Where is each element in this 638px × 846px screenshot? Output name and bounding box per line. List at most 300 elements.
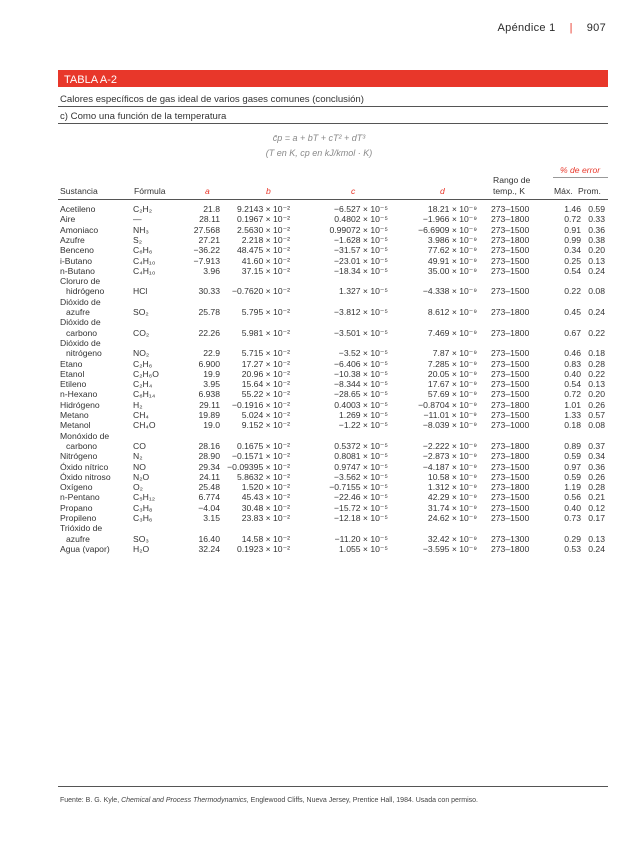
formula-equation: c̄p = a + bT + cT² + dT³ — [272, 133, 366, 143]
substance-name: Oxígeno — [60, 482, 93, 493]
cell-pr: 0.24 — [588, 543, 605, 554]
cell-c: 1.269 × 10⁻⁵ — [339, 410, 388, 420]
cell-pr: 0.26 — [588, 399, 605, 410]
footnote-prefix: Fuente: B. G. Kyle, — [60, 797, 122, 804]
substance-name-cont: carbono — [66, 327, 98, 338]
cell-b: 41.60 × 10⁻² — [241, 255, 290, 266]
cell-b: 48.475 × 10⁻² — [236, 245, 290, 256]
cell-d: 49.91 × 10⁻⁹ — [427, 255, 477, 266]
cell-pr: 0.20 — [588, 245, 605, 256]
cell-r: 273–1800 — [491, 306, 530, 317]
cell-f: C₆H₁₄ — [133, 389, 156, 400]
cell-pr: 0.13 — [588, 255, 605, 266]
cell-r: 273–1500 — [491, 348, 530, 359]
cell-f: NO₂ — [133, 348, 150, 359]
cell-c: −3.501 × 10⁻⁵ — [334, 327, 388, 338]
cell-d: 24.62 × 10⁻⁹ — [427, 513, 477, 523]
table-row — [58, 369, 608, 379]
cell-pr: 0.20 — [588, 389, 605, 400]
cell-r: 273–1800 — [491, 234, 530, 245]
table-row — [58, 492, 608, 502]
col-header-formula: Fórmula — [134, 186, 166, 196]
cell-mx: 0.18 — [564, 420, 581, 431]
cell-b: −0.1571 × 10⁻² — [231, 451, 290, 462]
cell-a: 6.774 — [198, 492, 220, 503]
cell-f: CH₄ — [133, 410, 149, 420]
formula-units: (T en K, cp en kJ/kmol · K) — [265, 148, 373, 158]
substance-name: Metano — [60, 410, 89, 420]
table-caption: Calores específicos de gas ideal de varios gases comunes (conclusión) — [60, 94, 364, 105]
cell-a: 19.9 — [203, 368, 220, 379]
cell-r: 273–1800 — [491, 327, 530, 338]
table-row — [58, 317, 608, 338]
cell-d: 7.87 × 10⁻⁹ — [432, 348, 477, 359]
col-header-d: d — [440, 186, 445, 196]
cell-r: 273–1500 — [491, 265, 530, 276]
cell-c: −22.46 × 10⁻⁵ — [334, 492, 388, 503]
cell-a: −36.22 — [193, 245, 220, 256]
cell-f: CO — [133, 440, 146, 451]
cell-pr: 0.28 — [588, 482, 605, 493]
cell-pr: 0.17 — [588, 513, 605, 523]
cell-pr: 0.13 — [588, 379, 605, 390]
cell-a: 25.78 — [198, 306, 220, 317]
cell-mx: 0.99 — [564, 234, 581, 245]
cell-b: 45.43 × 10⁻² — [241, 492, 290, 503]
cell-d: −4.338 × 10⁻⁹ — [422, 286, 477, 297]
cell-mx: 0.56 — [564, 492, 581, 503]
cell-r: 273–1500 — [491, 245, 530, 256]
cell-b: 5.024 × 10⁻² — [241, 410, 290, 420]
col-header-sustancia: Sustancia — [60, 186, 98, 196]
cell-f: C₂H₆ — [133, 358, 153, 369]
cell-mx: 0.54 — [564, 265, 581, 276]
divider — [58, 786, 608, 787]
cell-r: 273–1500 — [491, 368, 530, 379]
appendix-label: Apéndice 1 — [497, 22, 556, 34]
cell-a: 22.26 — [198, 327, 220, 338]
cell-r: 273–1500 — [491, 358, 530, 369]
substance-name: Etano — [60, 358, 83, 369]
table-row — [58, 204, 608, 214]
cell-pr: 0.24 — [588, 306, 605, 317]
cell-a: 28.11 — [199, 214, 220, 225]
cell-a: 29.11 — [199, 399, 220, 410]
cell-d: −3.595 × 10⁻⁹ — [422, 543, 477, 554]
cell-pr: 0.08 — [588, 420, 605, 431]
cell-d: 17.67 × 10⁻⁹ — [427, 379, 477, 390]
cell-mx: 0.54 — [564, 379, 581, 390]
cell-mx: 0.59 — [564, 471, 581, 482]
source-footnote — [60, 797, 478, 804]
substance-name: Dióxido de — [60, 296, 101, 307]
cell-d: 42.29 × 10⁻⁹ — [427, 492, 477, 503]
cell-f: C₃H₈ — [133, 502, 153, 513]
substance-name: Metanol — [60, 420, 91, 431]
cell-r: 273–1500 — [491, 224, 530, 235]
cell-pr: 0.24 — [588, 265, 605, 276]
table-row — [58, 389, 608, 399]
cell-a: 27.568 — [193, 224, 220, 235]
substance-name: Acetileno — [60, 204, 96, 214]
cell-d: 7.285 × 10⁻⁹ — [427, 358, 477, 369]
cell-a: 6.938 — [198, 389, 220, 400]
cell-f: N₂O — [133, 471, 150, 482]
cell-f: H₂O — [133, 543, 150, 554]
cell-f: C₄H₁₀ — [133, 255, 156, 266]
cell-pr: 0.13 — [588, 533, 605, 544]
cell-a: 21.8 — [203, 204, 220, 214]
cell-f: C₄H₁₀ — [133, 265, 156, 276]
cell-d: 31.74 × 10⁻⁹ — [427, 502, 477, 513]
cell-r: 273–1500 — [491, 492, 530, 503]
cell-pr: 0.22 — [588, 368, 605, 379]
cell-c: −31.57 × 10⁻⁵ — [334, 245, 388, 256]
cell-pr: 0.36 — [588, 224, 605, 235]
cell-c: −8.344 × 10⁻⁵ — [334, 379, 388, 390]
cell-f: S₂ — [133, 234, 143, 245]
substance-name: Trióxido de — [60, 523, 103, 534]
substance-name: Azufre — [60, 234, 85, 245]
divider — [58, 199, 608, 200]
cell-pr: 0.08 — [588, 286, 605, 297]
cell-f: C₂H₆O — [133, 368, 159, 379]
cell-f: NO — [133, 461, 146, 472]
cell-d: 1.312 × 10⁻⁹ — [427, 482, 477, 493]
cell-b: 1.520 × 10⁻² — [241, 482, 290, 493]
cell-c: −18.34 × 10⁻⁵ — [334, 265, 388, 276]
cell-a: 25.48 — [198, 482, 220, 493]
cell-f: SO₂ — [133, 306, 149, 317]
cell-a: 22.9 — [203, 348, 220, 359]
cell-r: 273–1500 — [491, 410, 530, 420]
table-row — [58, 420, 608, 430]
cell-d: 77.62 × 10⁻⁹ — [427, 245, 477, 256]
cell-d: 57.69 × 10⁻⁹ — [427, 389, 477, 400]
page-number: 907 — [586, 22, 606, 34]
cell-a: 24.11 — [199, 471, 220, 482]
col-header-max: Máx. — [554, 186, 573, 196]
cell-mx: 0.45 — [564, 306, 581, 317]
divider — [553, 177, 608, 178]
page-header — [498, 22, 606, 34]
cell-mx: 0.72 — [564, 214, 581, 225]
substance-name: Aire — [60, 214, 76, 225]
cell-a: 19.0 — [203, 420, 220, 431]
cell-d: 20.05 × 10⁻⁹ — [427, 368, 477, 379]
substance-name: n-Butano — [60, 265, 95, 276]
cell-mx: 0.29 — [564, 533, 581, 544]
cell-r: 273–1500 — [491, 379, 530, 390]
cell-b: 5.795 × 10⁻² — [241, 306, 290, 317]
cell-f: C₃H₆ — [133, 513, 153, 523]
col-header-prom: Prom. — [578, 186, 601, 196]
cell-a: 32.24 — [198, 543, 220, 554]
cell-d: 35.00 × 10⁻⁹ — [427, 265, 477, 276]
substance-name: Propileno — [60, 513, 97, 523]
cell-pr: 0.18 — [588, 348, 605, 359]
cell-f: NH₃ — [133, 224, 149, 235]
cell-pr: 0.33 — [588, 214, 605, 225]
cell-mx: 0.72 — [564, 389, 581, 400]
cell-pr: 0.37 — [588, 440, 605, 451]
cell-b: 2.218 × 10⁻² — [241, 234, 290, 245]
cell-c: −23.01 × 10⁻⁵ — [334, 255, 388, 266]
table-row — [58, 245, 608, 255]
substance-name: Benceno — [60, 245, 94, 256]
cell-a: 30.33 — [198, 286, 220, 297]
substance-name: Agua (vapor) — [60, 543, 110, 554]
footnote-book-title: Chemical and Process Thermodynamics, — [121, 797, 249, 804]
cell-d: −8.039 × 10⁻⁹ — [422, 420, 477, 431]
cell-a: 29.34 — [198, 461, 220, 472]
cell-d: −2.222 × 10⁻⁹ — [422, 440, 477, 451]
cell-r: 273–1500 — [491, 502, 530, 513]
substance-name: Óxido nitroso — [60, 471, 111, 482]
substance-name: Dióxido de — [60, 337, 101, 348]
cell-mx: 1.46 — [564, 204, 581, 214]
range-header-line1: Rango de — [493, 175, 531, 185]
cell-mx: 0.97 — [564, 461, 581, 472]
table-row — [58, 338, 608, 359]
cell-mx: 0.46 — [564, 348, 581, 359]
cell-r: 273–1800 — [491, 440, 530, 451]
cell-d: −6.6909 × 10⁻⁹ — [418, 224, 477, 235]
cell-c: −6.527 × 10⁻⁵ — [334, 204, 388, 214]
col-header-b: b — [266, 186, 271, 196]
table-row — [58, 451, 608, 461]
substance-name: Hidrógeno — [60, 399, 100, 410]
cell-c: 0.8081 × 10⁻⁵ — [334, 451, 388, 462]
cell-b: 2.5630 × 10⁻² — [236, 224, 290, 235]
cell-mx: 1.19 — [564, 482, 581, 493]
table-row — [58, 379, 608, 389]
divider — [58, 123, 608, 124]
cell-f: CO₂ — [133, 327, 150, 338]
cell-f: SO₃ — [133, 533, 149, 544]
cell-pr: 0.12 — [588, 502, 605, 513]
cell-f: HCl — [133, 286, 148, 297]
cell-pr: 0.22 — [588, 327, 605, 338]
table-row — [58, 276, 608, 297]
cell-a: 3.95 — [203, 379, 220, 390]
cell-d: −1.966 × 10⁻⁹ — [422, 214, 477, 225]
cell-c: 0.5372 × 10⁻⁵ — [334, 440, 388, 451]
cell-mx: 0.25 — [564, 255, 581, 266]
cell-d: 18.21 × 10⁻⁹ — [427, 204, 477, 214]
substance-name: Nitrógeno — [60, 451, 98, 462]
cell-r: 273–1000 — [491, 420, 530, 431]
cell-b: 0.1675 × 10⁻² — [236, 440, 290, 451]
cell-mx: 0.89 — [564, 440, 581, 451]
table-row — [58, 503, 608, 513]
cell-c: −15.72 × 10⁻⁵ — [334, 502, 388, 513]
cell-a: −7.913 — [193, 255, 220, 266]
cell-r: 273–1500 — [491, 286, 530, 297]
cell-mx: 0.34 — [564, 245, 581, 256]
error-group-header: % de error — [560, 165, 601, 175]
table-row — [58, 472, 608, 482]
cell-c: 0.4802 × 10⁻⁵ — [334, 214, 388, 225]
cell-mx: 0.59 — [564, 451, 581, 462]
cell-c: −6.406 × 10⁻⁵ — [334, 358, 388, 369]
cell-pr: 0.36 — [588, 461, 605, 472]
cell-f: C₂H₄ — [133, 379, 153, 390]
cell-c: −28.65 × 10⁻⁵ — [334, 389, 388, 400]
cell-f: — — [133, 214, 142, 225]
cell-c: −3.812 × 10⁻⁵ — [334, 306, 388, 317]
cell-r: 273–1800 — [491, 451, 530, 462]
cell-c: 1.055 × 10⁻⁵ — [339, 543, 388, 554]
cell-b: 5.715 × 10⁻² — [241, 348, 290, 359]
cell-b: 0.1923 × 10⁻² — [236, 543, 290, 554]
table-row — [58, 225, 608, 235]
cell-a: 28.90 — [198, 451, 220, 462]
cell-mx: 1.01 — [564, 399, 581, 410]
cell-pr: 0.34 — [588, 451, 605, 462]
cell-a: −4.04 — [198, 502, 220, 513]
table-row — [58, 482, 608, 492]
cell-d: −11.01 × 10⁻⁹ — [423, 410, 477, 420]
cell-d: 7.469 × 10⁻⁹ — [427, 327, 477, 338]
substance-name: n-Pentano — [60, 492, 100, 503]
cell-c: 1.327 × 10⁻⁵ — [339, 286, 388, 297]
cell-b: 5.8632 × 10⁻² — [236, 471, 290, 482]
cell-r: 273–1800 — [491, 214, 530, 225]
cell-b: −0.7620 × 10⁻² — [231, 286, 290, 297]
table-title-bar — [58, 70, 608, 87]
cell-b: 9.152 × 10⁻² — [241, 420, 290, 431]
cell-f: N₂ — [133, 451, 143, 462]
cell-mx: 0.83 — [564, 358, 581, 369]
cell-b: 5.981 × 10⁻² — [241, 327, 290, 338]
cell-mx: 1.33 — [564, 410, 581, 420]
cell-mx: 0.73 — [564, 513, 581, 523]
cell-r: 273–1800 — [491, 543, 530, 554]
divider — [58, 106, 608, 107]
cell-mx: 0.40 — [564, 502, 581, 513]
table-row — [58, 235, 608, 245]
table-row — [58, 359, 608, 369]
cell-c: −11.20 × 10⁻⁵ — [334, 533, 388, 544]
cell-pr: 0.21 — [588, 492, 605, 503]
cell-b: −0.1916 × 10⁻² — [231, 399, 290, 410]
cell-a: 19.89 — [198, 410, 220, 420]
cell-f: C₂H₂ — [133, 204, 153, 214]
cell-a: 27.21 — [198, 234, 220, 245]
cell-d: −2.873 × 10⁻⁹ — [422, 451, 477, 462]
cell-a: 28.16 — [198, 440, 220, 451]
cell-mx: 0.40 — [564, 368, 581, 379]
cell-c: −3.52 × 10⁻⁵ — [338, 348, 388, 359]
substance-name: Óxido nítrico — [60, 461, 109, 472]
cell-r: 273–1300 — [491, 533, 530, 544]
cell-a: 3.15 — [203, 513, 220, 523]
cell-b: 20.96 × 10⁻² — [241, 368, 290, 379]
table-row — [58, 214, 608, 224]
cell-f: O₂ — [133, 482, 144, 493]
table-row — [58, 297, 608, 318]
cell-mx: 0.22 — [564, 286, 581, 297]
table-row — [58, 523, 608, 544]
table-row — [58, 431, 608, 452]
cell-a: 6.900 — [198, 358, 220, 369]
cell-f: C₅H₁₂ — [133, 492, 156, 503]
cell-c: −1.628 × 10⁻⁵ — [334, 234, 388, 245]
cell-b: 15.64 × 10⁻² — [241, 379, 290, 390]
cell-d: 8.612 × 10⁻⁹ — [427, 306, 477, 317]
table-row — [58, 410, 608, 420]
substance-name-cont: azufre — [66, 306, 90, 317]
substance-name: i-Butano — [60, 255, 93, 266]
substance-name: Dióxido de — [60, 317, 101, 328]
cell-b: 23.83 × 10⁻² — [241, 513, 290, 523]
cell-b: 17.27 × 10⁻² — [241, 358, 290, 369]
table-row — [58, 462, 608, 472]
cell-r: 273–1500 — [491, 461, 530, 472]
cell-f: C₆H₆ — [133, 245, 153, 256]
cell-c: 0.99072 × 10⁻⁵ — [329, 224, 388, 235]
cell-c: −1.22 × 10⁻⁵ — [338, 420, 388, 431]
cell-c: 0.4003 × 10⁻⁵ — [334, 399, 388, 410]
cell-f: H₂ — [133, 399, 143, 410]
cell-b: 37.15 × 10⁻² — [241, 265, 290, 276]
cell-r: 273–1500 — [491, 471, 530, 482]
table-label: TABLA A-2 — [64, 74, 117, 86]
cell-mx: 0.67 — [564, 327, 581, 338]
cell-b: 9.2143 × 10⁻² — [236, 204, 290, 214]
substance-name: Propano — [60, 502, 93, 513]
range-header-line2: temp., K — [493, 186, 525, 196]
cell-b: 14.58 × 10⁻² — [241, 533, 290, 544]
col-header-c: c — [351, 186, 356, 196]
cell-pr: 0.59 — [588, 204, 605, 214]
substance-name-cont: carbono — [66, 440, 98, 451]
col-header-a: a — [205, 186, 210, 196]
cell-pr: 0.26 — [588, 471, 605, 482]
cell-pr: 0.38 — [588, 234, 605, 245]
cell-mx: 0.53 — [564, 543, 581, 554]
cell-b: 30.48 × 10⁻² — [241, 502, 290, 513]
cell-pr: 0.28 — [588, 358, 605, 369]
table-row — [58, 266, 608, 276]
table-subcaption: c) Como una función de la temperatura — [60, 111, 227, 122]
cell-r: 273–1800 — [491, 399, 530, 410]
cell-d: 3.986 × 10⁻⁹ — [427, 234, 477, 245]
table-row — [58, 544, 608, 554]
cell-c: −10.38 × 10⁻⁵ — [334, 368, 388, 379]
cell-d: −0.8704 × 10⁻⁹ — [418, 399, 477, 410]
cell-pr: 0.57 — [588, 410, 605, 420]
substance-name-cont: hidrógeno — [66, 286, 105, 297]
cell-a: 16.40 — [198, 533, 220, 544]
cell-r: 273–1500 — [491, 389, 530, 400]
substance-name-cont: nitrógeno — [66, 348, 102, 359]
cell-mx: 0.91 — [564, 224, 581, 235]
substance-name: n-Hexano — [60, 389, 98, 400]
cell-c: −0.7155 × 10⁻⁵ — [329, 482, 388, 493]
substance-name-cont: azufre — [66, 533, 90, 544]
cell-f: CH₄O — [133, 420, 156, 431]
substance-name: Etileno — [60, 379, 87, 390]
cell-c: 0.9747 × 10⁻⁵ — [334, 461, 388, 472]
cell-b: 0.1967 × 10⁻² — [236, 214, 290, 225]
table-row — [58, 513, 608, 523]
substance-name: Etanol — [60, 368, 85, 379]
footnote-suffix: Englewood Cliffs, Nueva Jersey, Prentice Hall, 1984. Usada con permiso. — [248, 797, 479, 804]
cell-r: 273–1500 — [491, 513, 530, 523]
cell-r: 273–1500 — [491, 204, 530, 214]
